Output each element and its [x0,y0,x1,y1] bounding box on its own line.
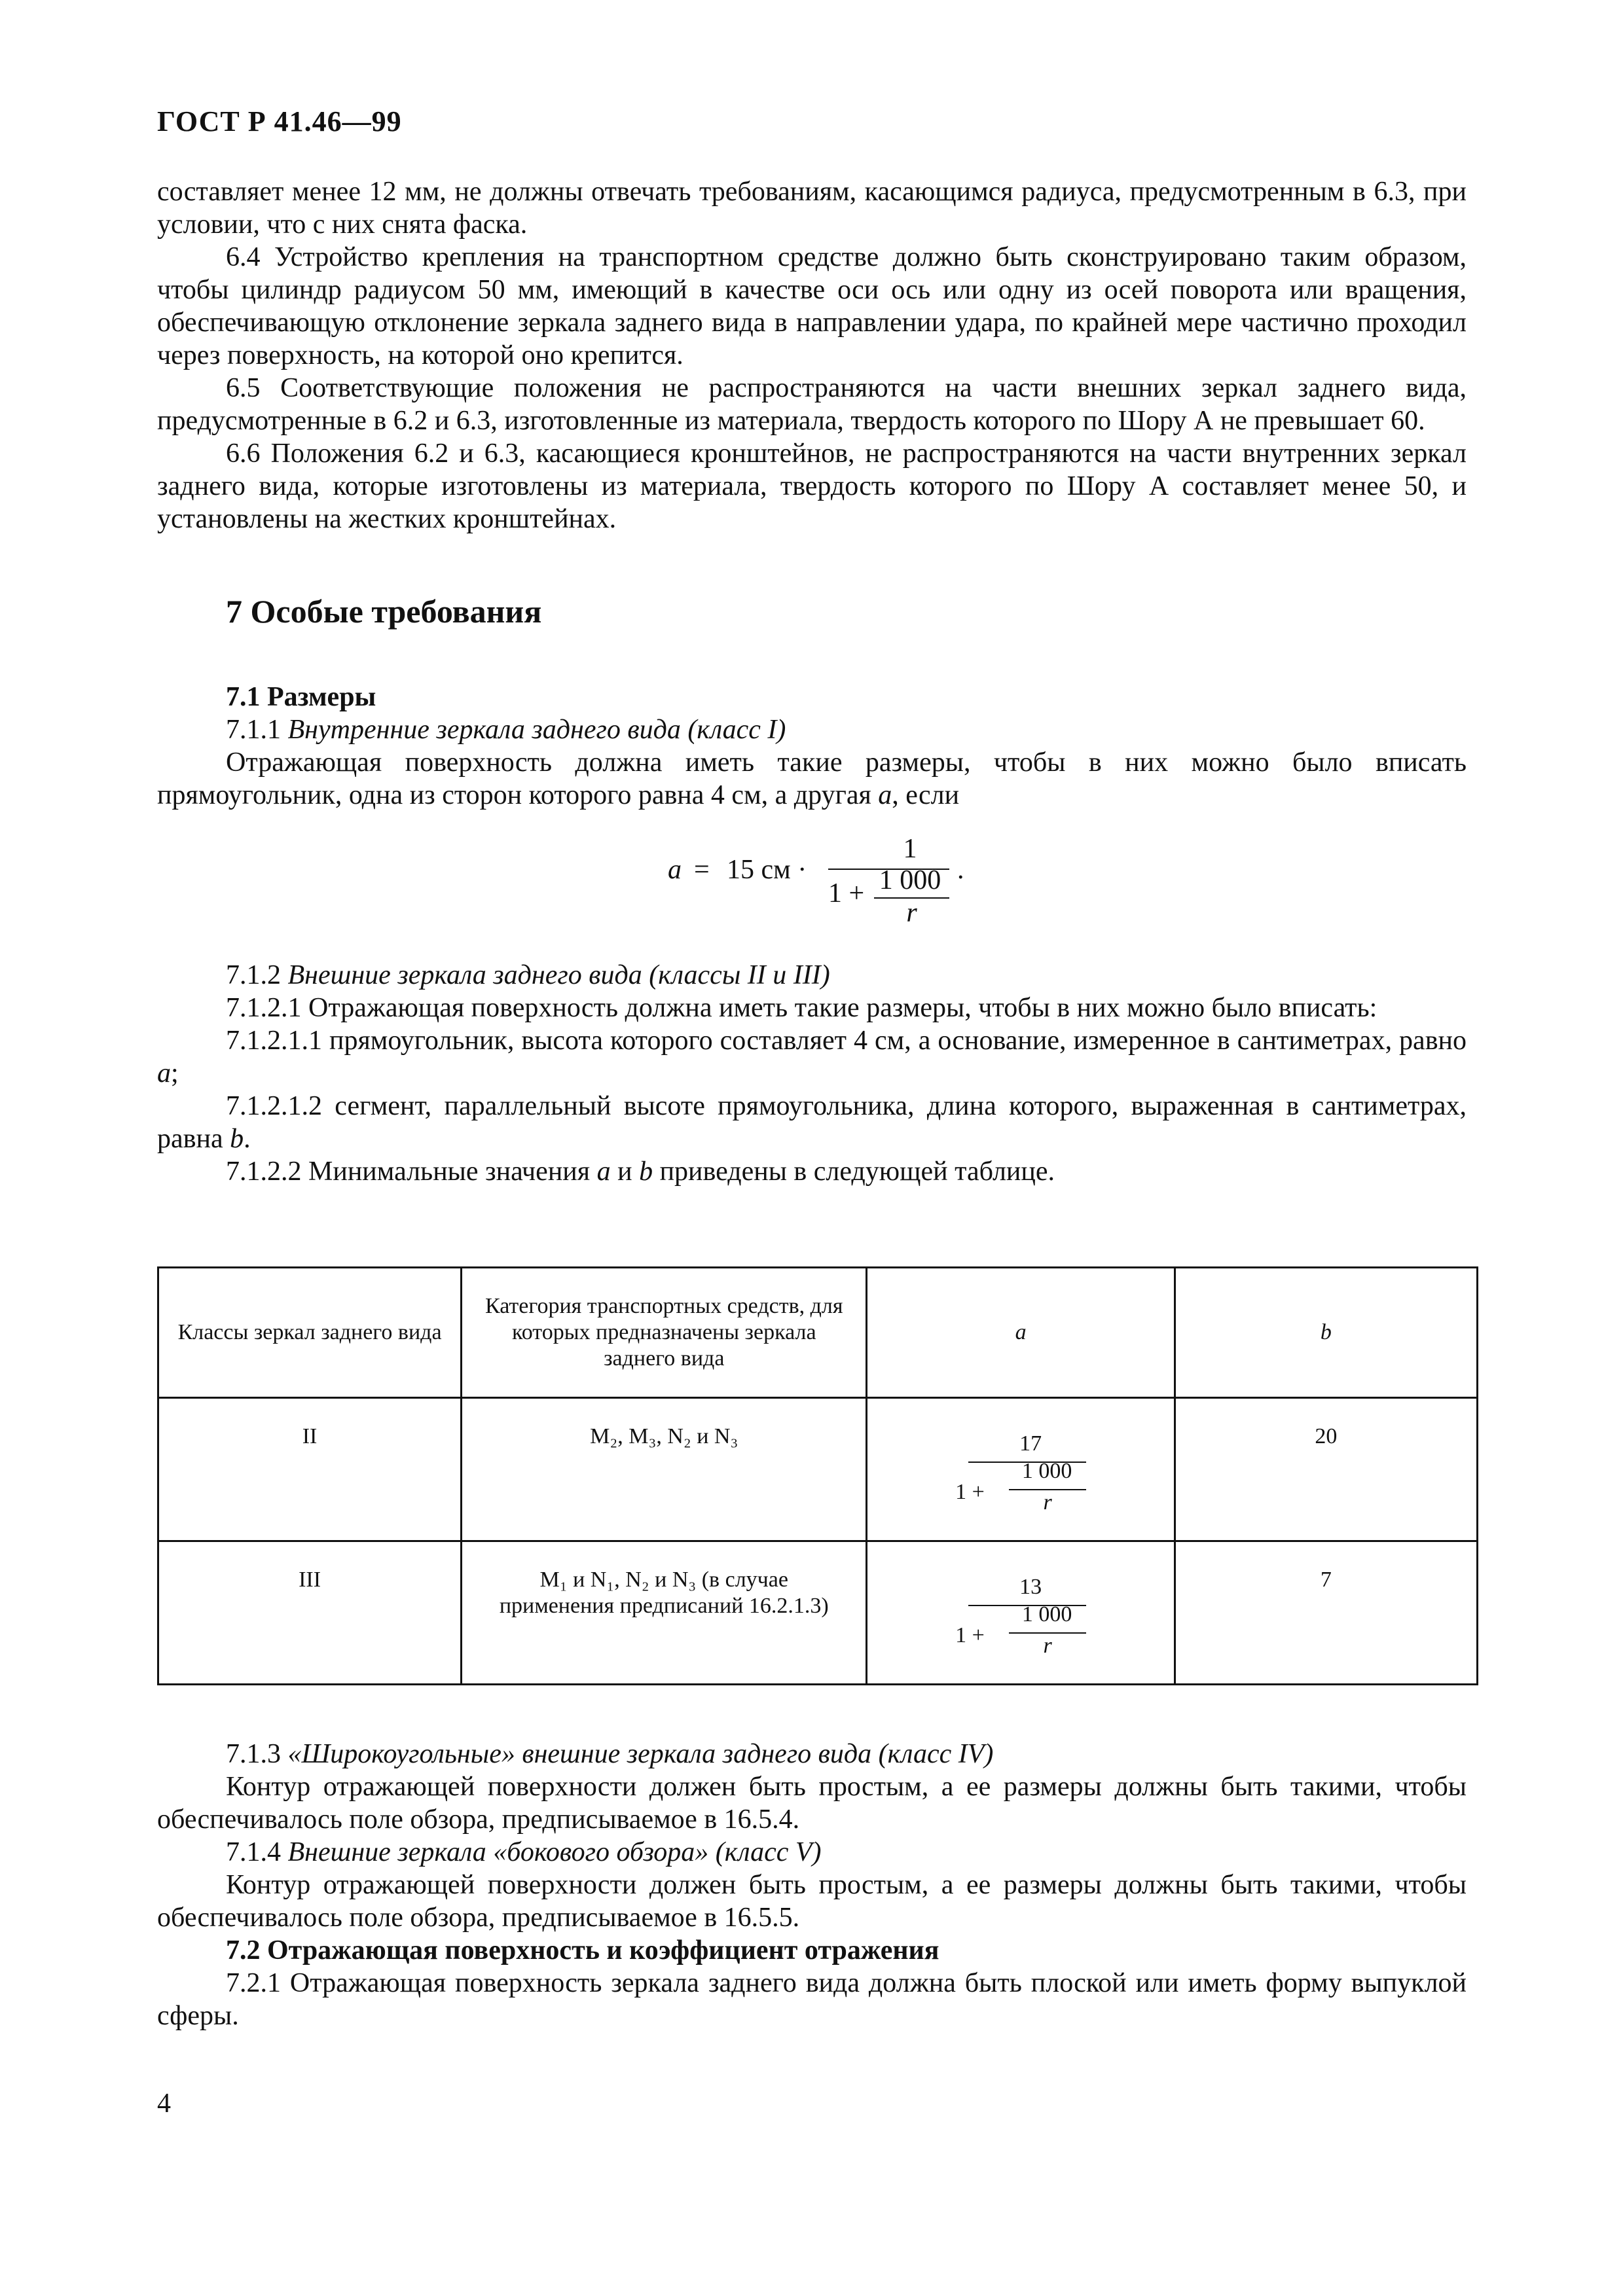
cell-text: III [299,1568,321,1592]
table-header-cell: Категория транспортных средств, для которых предназначены зеркала заднего вида [462,1268,867,1398]
fraction-denominator-one: 1 + [955,1480,985,1504]
formula-inner-denominator: r [906,898,917,928]
paragraph-tail: , если [892,780,960,810]
variable-b: b [230,1124,244,1154]
clause-number: 7.1.3 [226,1739,281,1769]
variable-a: a [596,1157,611,1187]
minimum-dimensions-table [157,1266,1478,1685]
conjunction: и [617,1157,632,1187]
clause-title: «Широкоугольные» внешние зеркала заднего вида (класс IV) [287,1739,994,1769]
table-header-cell: Классы зеркал заднего вида [158,1268,462,1398]
table-row [158,1541,1478,1685]
paragraph-7-1-2-1-2 [157,1090,1467,1155]
paragraph-7-2-1: 7.2.1 Отражающая поверхность зеркала заднего вида должна быть плоской или иметь форму выпуклой сферы. [157,1968,1467,2031]
paragraph-6-4: 6.4 Устройство крепления на транспортном средстве должно быть сконструировано таким образом, чтобы цилиндр радиусом 50 мм, имеющий в качестве оси ось или одну из осей поворота или вращения, обеспечивающую отклонение зеркала заднего вида в направлении удара, по крайней мере частично проходил через поверхность, на которой оно крепится. [157,242,1467,370]
subsection-7-2-title: 7.2 Отражающая поверхность и коэффициент отражения [226,1935,939,1965]
fraction-inner-numerator: 1 000 [1021,1602,1072,1626]
subsection-7-1-title: 7.1 Размеры [226,682,376,712]
section-7-heading: 7 Особые требования [226,593,542,630]
table-cell-class [158,1541,462,1685]
document-code: ГОСТ Р 41.46—99 [157,105,402,137]
clause-number: 7.1.4 [226,1837,281,1867]
table-fraction [955,1566,1086,1677]
paragraph-continuation: составляет менее 12 мм, не должны отвечать требованиям, касающимся радиуса, предусмотренным в 6.3, при условии, что с них снята фаска. [157,177,1467,240]
paragraph-7-1-2-2 [157,1155,1467,1188]
fraction-numerator: 17 [1019,1431,1042,1456]
formula-equals: = [694,855,710,885]
formula-prefix: 15 см · [727,855,807,885]
table-fraction [955,1422,1086,1534]
table-cell-b [1175,1398,1477,1541]
paragraph-7-1-3: Контур отражающей поверхности должен быть простым, а ее размеры должны быть такими, чтобы обеспечивалось поле обзора, предписываемое в 16.5.4. [157,1772,1467,1835]
cell-text: 20 [1315,1424,1338,1448]
variable-a: a [878,780,892,810]
subsection-7-1-1-title [157,713,1467,746]
fraction-denominator-one: 1 + [955,1623,985,1647]
paragraph-7-1-4: Контур отражающей поверхности должен быть простым, а ее размеры должны быть такими, чтобы обеспечивалось поле обзора, предписываемое в 16.5.5. [157,1870,1467,1933]
subsections-7-1-3-to-7-2-1 [157,1738,1467,2032]
subsection-7-1 [157,681,1467,812]
paragraph-7-1-1 [157,746,1467,812]
subsection-7-1-3-title [157,1738,1467,1770]
paragraph-text: 7.1.2.1.2 сегмент, параллельный высоте прямоугольника, длина которого, выраженная в сантиметрах, равна [157,1091,1467,1154]
fraction-numerator: 13 [1019,1575,1042,1599]
table-header-cell: b [1175,1268,1477,1398]
paragraph-text: 7.1.2.2 Минимальные значения [226,1157,591,1187]
clause-number: 7.1.2 [226,960,281,990]
fraction-inner-denominator: r [1043,1490,1052,1515]
clause-title: Внешние зеркала заднего вида (классы II и III) [287,960,830,990]
formula-numerator: 1 [903,834,917,864]
paragraph-text: Отражающая поверхность должна иметь такие размеры, чтобы в них можно было вписать прямоугольник, одна из сторон которого равна 4 см, а другая [157,747,1467,810]
paragraph-6-6: 6.6 Положения 6.2 и 6.3, касающиеся кронштейнов, не распространяются на части внутренних зеркал заднего вида, которые изготовлены из материала, твердость которого по Шору А составляет менее 50, и установлены на жестких кронштейнах. [157,439,1467,534]
clause-number: 7.1.1 [226,715,281,745]
variable-b: b [639,1157,653,1187]
formula-dot: . [957,855,964,885]
table-header-row [158,1268,1478,1398]
table-cell-a [867,1398,1175,1541]
clause-title: Внешние зеркала «бокового обзора» (класс V) [287,1837,822,1867]
table-header-cell: a [867,1268,1175,1398]
formula-denominator-one: 1 + [828,878,865,908]
section6-paragraphs [157,175,1467,535]
table-cell-b [1175,1541,1477,1685]
subsection-7-1-2 [157,959,1467,1188]
paragraph-7-1-2-1-1 [157,1024,1467,1090]
fraction-inner-denominator: r [1043,1634,1052,1658]
cell-text: M₁ и N₁, N₂ и N₃ (в случае применения предписаний 16.2.1.3) [499,1568,829,1618]
clause-title: Внутренние зеркала заднего вида (класс I) [287,715,786,745]
table-row [158,1398,1478,1541]
table-cell-class [158,1398,462,1541]
table-cell-category [462,1398,867,1541]
cell-text: 7 [1320,1568,1332,1592]
subsection-7-1-4-title [157,1836,1467,1869]
paragraph-tail: ; [171,1058,179,1088]
paragraph-tail: приведены в следующей таблице. [659,1157,1055,1187]
variable-a: a [157,1058,171,1088]
fraction-inner-numerator: 1 000 [1021,1459,1072,1483]
table-cell-category [462,1541,867,1685]
cell-text: II [302,1424,318,1448]
formula-lhs: a [668,855,682,885]
formula-inner-numerator: 1 000 [879,865,941,895]
subsection-7-1-2-title [157,959,1467,992]
table-cell-a [867,1541,1175,1685]
paragraph-6-5: 6.5 Соответствующие положения не распространяются на части внешних зеркал заднего вида, предусмотренные в 6.2 и 6.3, изготовленные из материала, твердость которого по Шору А не превышает 60. [157,373,1467,436]
formula-a [655,834,1021,933]
cell-text: M₂, M₃, N₂ и N₃ [590,1424,739,1448]
page-number: 4 [157,2089,171,2119]
paragraph-text: 7.1.2.1.1 прямоугольник, высота которого составляет 4 см, а основание, измеренное в сантиметрах, равно [226,1026,1467,1056]
paragraph-7-1-2-1: 7.1.2.1 Отражающая поверхность должна иметь такие размеры, чтобы в них можно было вписать: [226,993,1377,1023]
paragraph-tail: . [244,1124,251,1154]
